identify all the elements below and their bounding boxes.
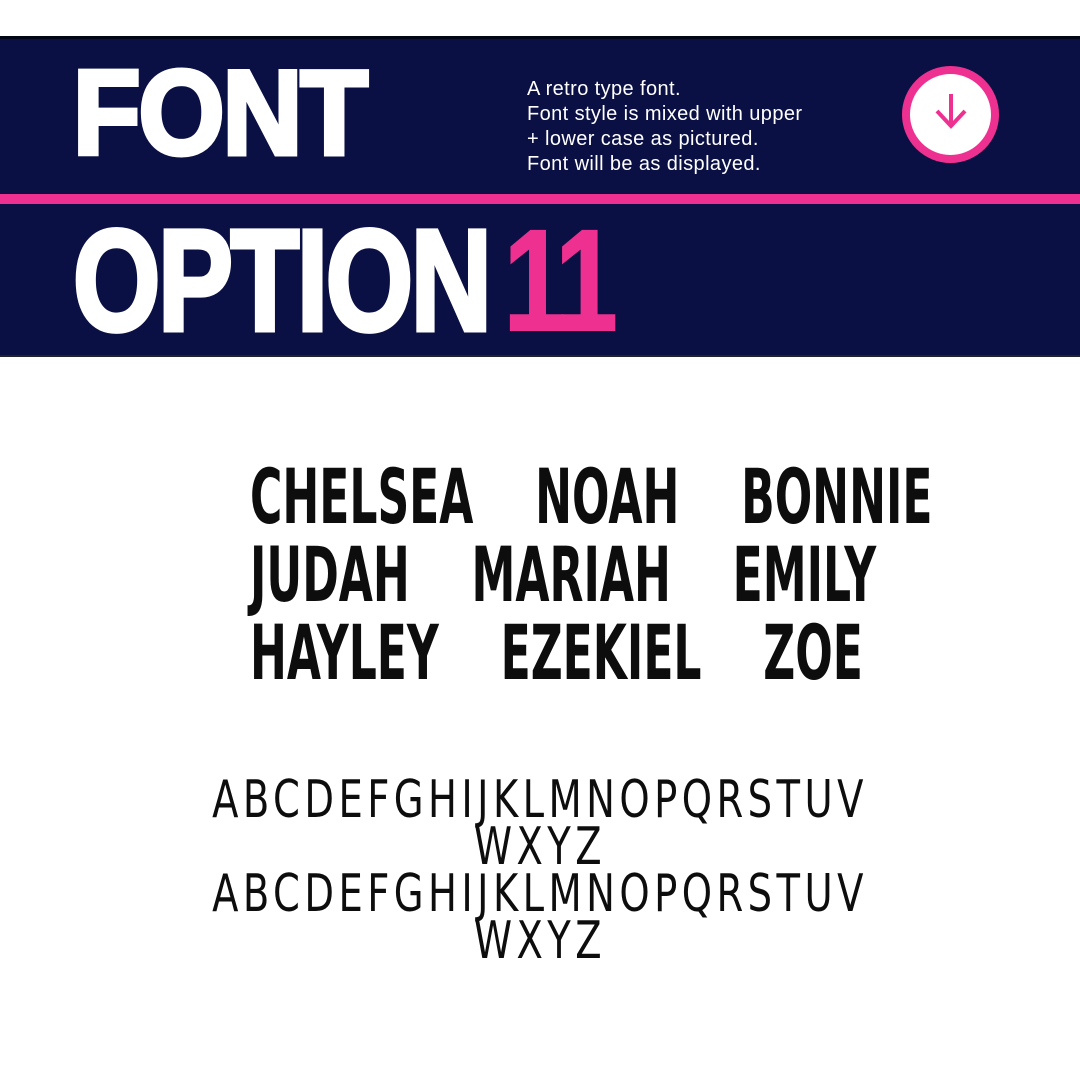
sample-name: EMILY: [732, 530, 877, 619]
option-number: 11: [503, 200, 613, 361]
sample-name: MARIAH: [471, 530, 671, 619]
font-description: [527, 77, 802, 177]
description-line: A retro type font.: [527, 78, 681, 100]
alphabet-line: WXYZ: [473, 817, 607, 877]
option-label: OPTION: [73, 200, 490, 361]
name-row: [227, 452, 933, 541]
header-banner: [0, 36, 1080, 361]
option-title: [73, 202, 613, 360]
sample-name: BONNIE: [741, 452, 933, 541]
download-arrow-icon: [925, 86, 977, 143]
description-line: Font will be as displayed.: [527, 153, 761, 175]
alphabet-line: ABCDEFGHIJKLMNOPQRSTUV: [212, 770, 868, 830]
download-badge[interactable]: [902, 66, 999, 163]
name-row: [227, 530, 877, 619]
name-row: [227, 608, 863, 697]
alphabet-section: [0, 770, 1080, 971]
sample-names-section: [0, 452, 1080, 697]
description-line: + lower case as pictured.: [527, 128, 759, 150]
sample-name: EZEKIEL: [500, 608, 702, 697]
sample-name: ZOE: [763, 608, 863, 697]
sample-name: NOAH: [535, 452, 680, 541]
sample-name: CHELSEA: [250, 452, 474, 541]
sample-name: JUDAH: [250, 530, 410, 619]
alphabet-line: ABCDEFGHIJKLMNOPQRSTUV: [212, 864, 868, 924]
description-line: Font style is mixed with upper: [527, 103, 803, 125]
page-title: FONT: [73, 46, 367, 180]
alphabet-line: WXYZ: [473, 911, 607, 971]
sample-name: HAYLEY: [250, 608, 439, 697]
